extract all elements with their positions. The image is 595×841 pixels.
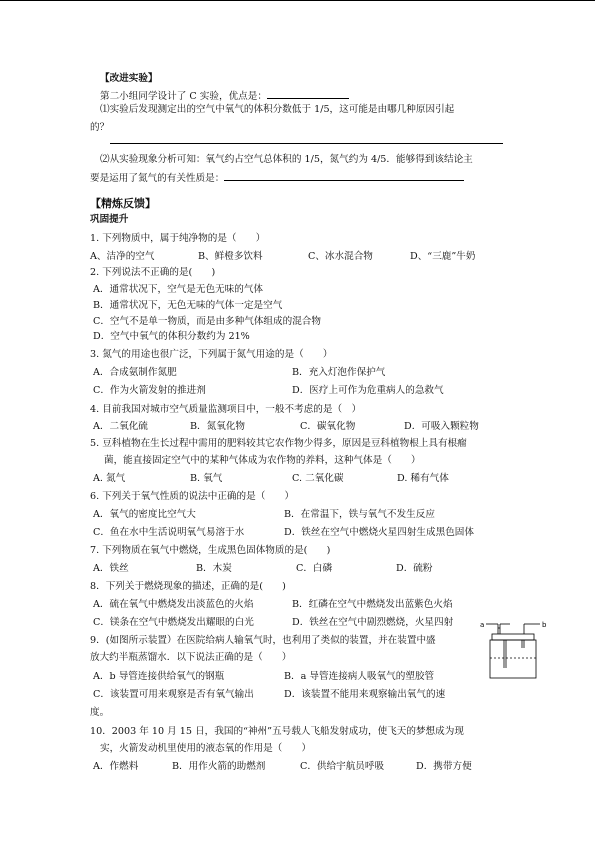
option-b: B. 氧气 xyxy=(190,473,223,484)
question-5-stem-line1: 5. 豆科植物在生长过程中需用的肥料较其它农作物少得多，原因是豆科植物根上具有根瘤 xyxy=(90,438,467,449)
option-d: D、“三鹿”牛奶 xyxy=(410,251,476,262)
improve-heading: 【改进实验】 xyxy=(100,73,158,84)
option-b: B．用作火箭的助燃剂 xyxy=(172,761,266,772)
improve-question-1-line1: ⑴实验后发现测定出的空气中氧气的体积分数低于 1/5，这可能是由哪几种原因引起 xyxy=(100,104,455,115)
option-a: A．通常状况下，空气是无色无味的气体 xyxy=(93,284,264,295)
question-6-stem: 6. 下列关于氧气性质的说法中正确的是（ ） xyxy=(90,491,295,502)
option-b: B．充入灯泡作保护气 xyxy=(292,367,386,378)
option-d: D．铁丝在空气中剧烈燃烧，火星四射 xyxy=(292,617,454,628)
option-d: D．携带方便 xyxy=(416,761,472,772)
option-d: D. 稀有气体 xyxy=(397,473,449,484)
feedback-heading: 【精炼反馈】 xyxy=(90,197,156,210)
improve-question-1-line2: 的？ xyxy=(90,122,110,133)
answer-blank[interactable] xyxy=(267,88,349,99)
answer-line[interactable] xyxy=(110,143,503,144)
option-b: B．在常温下，铁与氧气不发生反应 xyxy=(284,509,435,520)
option-b: B．a 导管连接病人吸氧气的塑胶管 xyxy=(284,671,435,682)
question-5-stem-line2: 菌，能直接固定空气中的某种气体成为农作物的养料，这种气体是（ ） xyxy=(104,455,421,466)
option-a: A. 氮气 xyxy=(93,473,126,484)
question-9-stem-line2: 放大约半瓶蒸馏水．以下说法正确的是（ ） xyxy=(90,652,292,663)
question-8-stem: 8．下列关于燃烧现象的描述，正确的是( ) xyxy=(90,581,286,592)
improve-question-2-line1: ⑵从实验现象分析可知：氧气约占空气总体积的 1/5，氮气约为 4/5．能够得到该结论主 xyxy=(100,154,473,165)
option-c: C．碳氧化物 xyxy=(300,421,356,432)
option-c: C．镁条在空气中燃烧发出耀眼的白光 xyxy=(93,617,254,628)
option-a: A．b 导管连接供给氧气的钢瓶 xyxy=(93,671,225,682)
option-b: B．红磷在空气中燃烧发出蓝紫色火焰 xyxy=(292,599,453,610)
question-10-stem-line1: 10．2003 年 10 月 15 日，我国的“神州”五号载人飞船发射成功，使飞天的梦想成为现 xyxy=(90,726,464,737)
question-4-stem: 4. 目前我国对城市空气质量监测项目中，一般不考虑的是（ ） xyxy=(90,404,362,415)
gas-washing-bottle-figure xyxy=(478,618,562,680)
improve-question-c: 第二小组同学设计了 C 实验，优点是： xyxy=(100,88,349,103)
label-a: a xyxy=(480,621,485,629)
question-9-stem-line1: 9．(如图所示装置）在医院给病人输氧气时，也利用了类似的装置，并在装置中盛 xyxy=(90,635,436,646)
feedback-subheading: 巩固提升 xyxy=(90,214,129,225)
option-d: D．硫粉 xyxy=(396,563,433,574)
option-c: C．作为火箭发射的推进剂 xyxy=(93,385,206,396)
page-top-rule xyxy=(0,0,595,1)
question-7-stem: 7. 下列物质在氧气中燃烧，生成黑色固体物质的是( ) xyxy=(90,545,331,556)
option-d: D．可吸入颗粒物 xyxy=(404,421,479,432)
option-d-line2: 度。 xyxy=(90,707,110,718)
question-3-stem: 3. 氮气的用途也很广泛，下列属于氮气用途的是（ ） xyxy=(90,349,333,360)
option-c: C．该装置可用来观察是否有氧气输出 xyxy=(93,689,254,700)
option-b: B．通常状况下，无色无味的气体一定是空气 xyxy=(93,300,283,311)
apparatus-diagram xyxy=(478,618,562,680)
option-a: A、洁净的空气 xyxy=(90,251,155,262)
option-a: A．氧气的密度比空气大 xyxy=(93,509,196,520)
option-a: A．硫在氧气中燃烧发出淡蓝色的火焰 xyxy=(93,599,254,610)
label-b: b xyxy=(542,621,547,629)
answer-blank[interactable] xyxy=(224,170,464,181)
option-d: D．空气中氧气的体积分数约为 21% xyxy=(93,331,250,342)
option-d: D．医疗上可作为危重病人的急救气 xyxy=(292,385,444,396)
option-b: B．木炭 xyxy=(196,563,232,574)
option-a: A．二氧化硫 xyxy=(93,421,148,432)
option-c: C. 二氧化碳 xyxy=(292,473,344,484)
option-a: A．作燃料 xyxy=(93,761,139,772)
option-c: C．供给宇航员呼吸 xyxy=(300,761,385,772)
option-b: B、鲜橙多饮料 xyxy=(198,251,263,262)
option-a: A．合成氨制作氮肥 xyxy=(93,367,177,378)
option-d: D．铁丝在空气中燃烧火星四射生成黑色固体 xyxy=(284,527,474,538)
option-c: C．白磷 xyxy=(296,563,333,574)
question-2-stem: 2. 下列说法不正确的是( ) xyxy=(90,267,216,278)
option-b: B．氮氧化物 xyxy=(190,421,246,432)
option-c: C．鱼在水中生活说明氧气易溶于水 xyxy=(93,527,245,538)
improve-question-2-line2: 要是运用了氮气的有关性质是： xyxy=(90,170,464,185)
option-c: C．空气不是单一物质，而是由多种气体组成的混合物 xyxy=(93,316,321,327)
option-a: A．铁丝 xyxy=(93,563,129,574)
option-d-line1: D．该装置不能用来观察输出氧气的速 xyxy=(284,689,446,700)
question-1-stem: 1. 下列物质中，属于纯净物的是（ ） xyxy=(90,233,266,244)
question-10-stem-line2: 实，火箭发动机里使用的液态氧的作用是（ ） xyxy=(100,743,312,754)
option-c: C、冰水混合物 xyxy=(308,251,373,262)
